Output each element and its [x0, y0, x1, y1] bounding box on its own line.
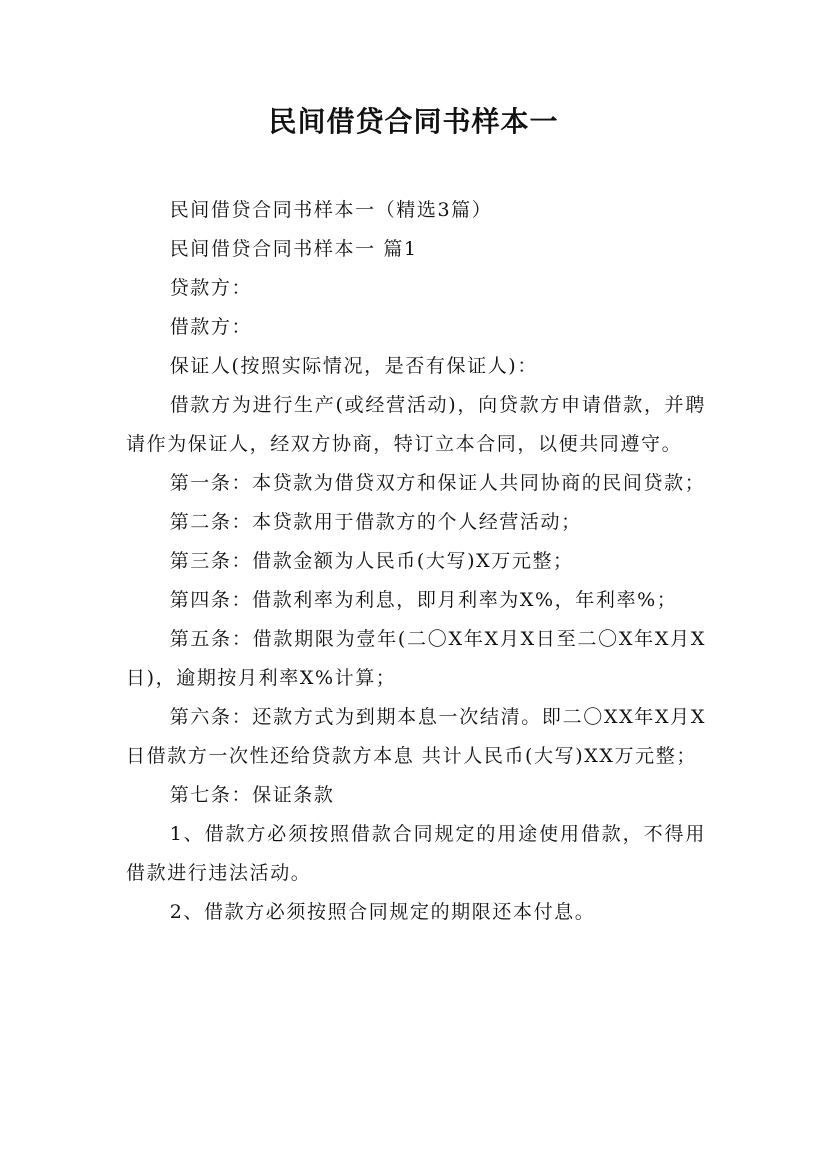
paragraph-article-2: 第二条：本贷款用于借款方的个人经营活动；: [169, 511, 582, 533]
document-title: 民间借贷合同书样本一: [268, 105, 559, 138]
paragraph-article-3: 第三条：借款金额为人民币(大写)X万元整；: [169, 550, 574, 572]
paragraph-section-heading: 民间借贷合同书样本一 篇1: [169, 238, 418, 260]
paragraph-borrower: 借款方：: [169, 316, 253, 338]
paragraph-preamble: 借款方为进行生产(或经营活动)，向贷款方申请借款，并聘请作为保证人，经双方协商，特订立本合同，以便共同遵守。: [126, 394, 706, 455]
paragraph-article-5: 第五条：借款期限为壹年(二〇X年X月X日至二〇X年X月X日)，逾期按月利率X%计算；: [126, 628, 706, 689]
paragraph-guarantor: 保证人(按照实际情况，是否有保证人)：: [169, 355, 538, 377]
paragraph-article-7: 第七条：保证条款: [169, 784, 335, 806]
paragraph-lender: 贷款方：: [169, 277, 253, 299]
document-body: [126, 191, 706, 932]
paragraph-subtitle: 民间借贷合同书样本一（精选3篇）: [169, 199, 493, 221]
paragraph-article-1: 第一条：本贷款为借贷双方和保证人共同协商的民间贷款；: [169, 472, 706, 494]
paragraph-article-4: 第四条：借款利率为利息，即月利率为X%，年利率%；: [169, 589, 678, 611]
paragraph-article-6: 第六条：还款方式为到期本息一次结清。即二〇XX年X月X日借款方一次性还给贷款方本息 共计人民币(大写)XX万元整；: [126, 706, 706, 767]
paragraph-clause-1: 1、借款方必须按照借款合同规定的用途使用借款，不得用借款进行违法活动。: [126, 823, 706, 884]
paragraph-clause-2: 2、借款方必须按照合同规定的期限还本付息。: [169, 901, 596, 923]
